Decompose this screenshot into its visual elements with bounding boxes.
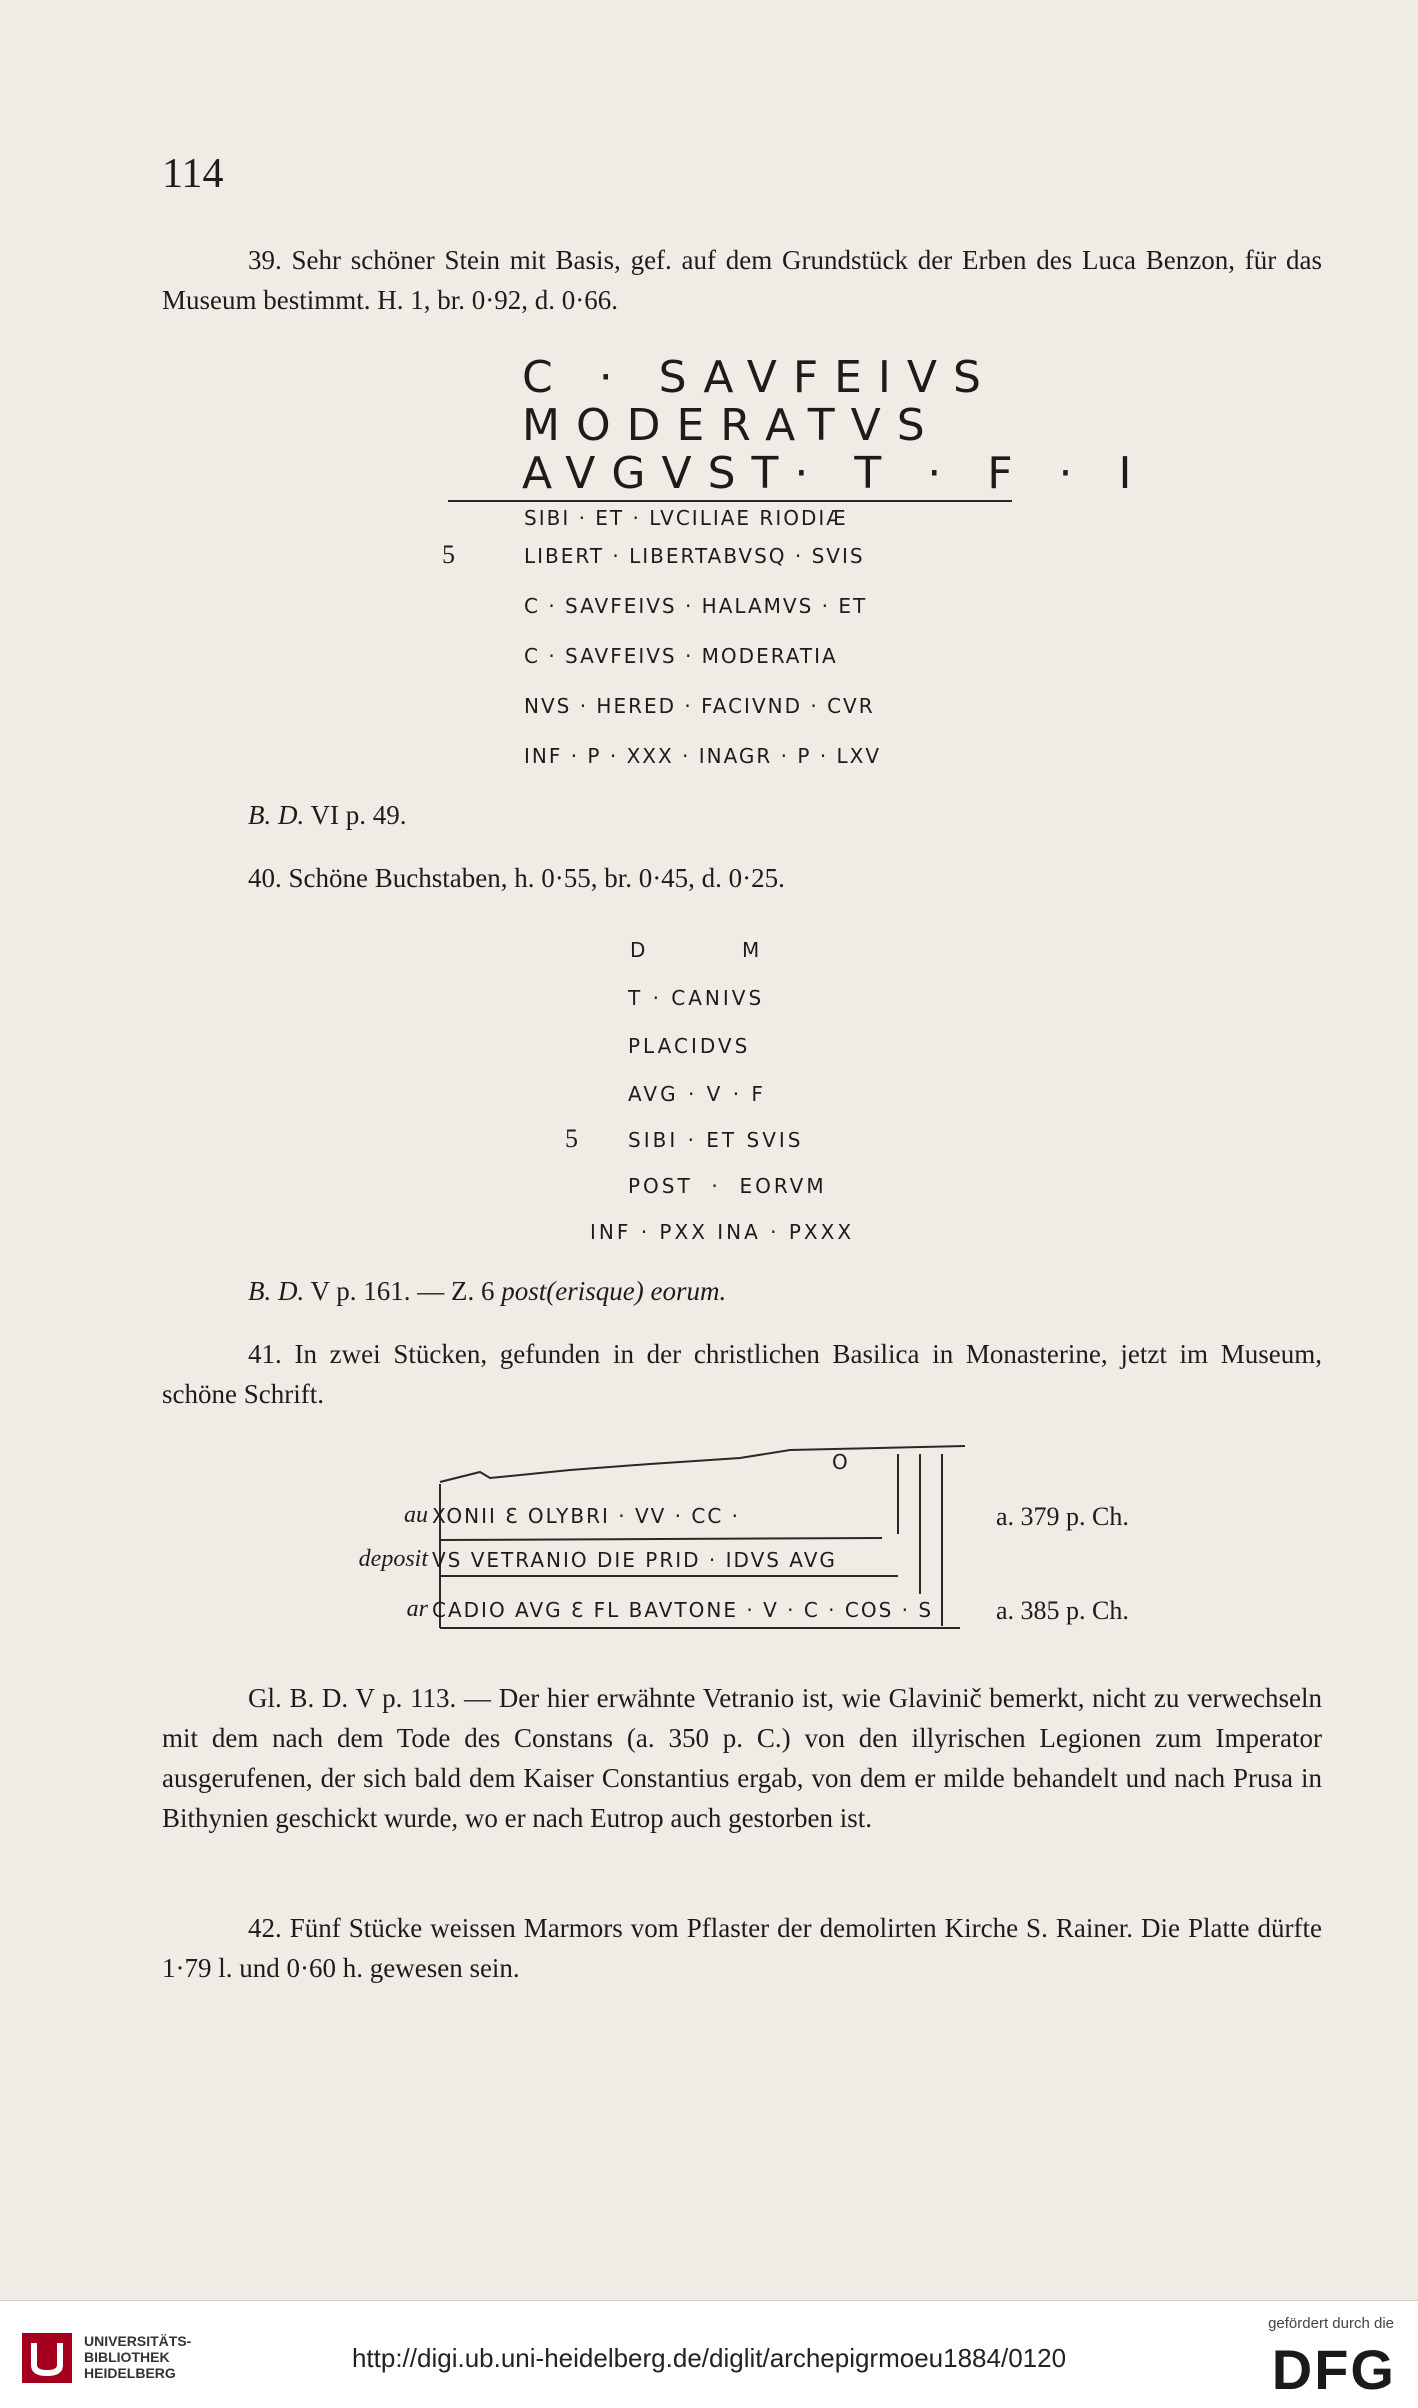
inscription-39-line-7: C · SAVFEIVS · MODERATIA (524, 644, 838, 668)
fragment-letter-o: O (832, 1450, 850, 1474)
inscription-41-line-3: CADIO AVG Ɛ FL BAVTONE · V · C · COS · S (432, 1598, 934, 1622)
date-379: a. 379 p. Ch. (996, 1502, 1129, 1531)
entry-39-text: 39. Sehr schöner Stein mit Basis, gef. auf dem Grundstück der Erben des Luca Benzon, für das Museum bestimmt. H. 1, br. 0·92, d. 0·66. (162, 245, 1322, 315)
source-39: B. D. VI p. 49. (248, 800, 407, 830)
inscription-39-line-6: C · SAVFEIVS · HALAMVS · ET (524, 594, 868, 618)
entry-40-text: 40. Schöne Buchstaben, h. 0·55, br. 0·45, d. 0·25. (248, 863, 785, 893)
entry-41-commentary: Gl. B. D. V p. 113. — Der hier erwähnte Vetranio ist, wie Glavinič bemerkt, nicht zu verwechseln mit dem nach dem Tode des Constans (a. 350 p. C.) von den illyrischen Legionen zum Imperator ausgerufenen, der sich bald dem Kaiser Constantius ergab, von dem er milde behandelt und nach Prusa in Bithynien geschickt wurde, wo er nach Eutrop auch gestorben ist. (162, 1683, 1322, 1833)
footer-bar (0, 2300, 1418, 2408)
inscription-41-line-1: XONII Ɛ OLYBRI · VV · CC · (432, 1504, 741, 1528)
inscription-39-line-3: AVGVST· T · F · I (522, 448, 1148, 499)
inscription-41-line-2: VS VETRANIO DIE PRID · IDVS AVG (432, 1548, 837, 1572)
permalink-url[interactable]: http://digi.ub.uni-heidelberg.de/diglit/archepigrmoeu1884/0120 (351, 2343, 1067, 2373)
inscription-39-line-8: NVS · HERED · FACIVND · CVR (524, 694, 875, 718)
dfg-logo: DFG (1271, 2338, 1396, 2401)
inscription-40-line-5: SIBI · ET SVIS (628, 1128, 804, 1152)
base-divider (448, 500, 1012, 502)
line-number-5b: 5 (565, 1124, 578, 1153)
inscription-40-line-4: AVG · V · F (628, 1082, 766, 1106)
inscription-40-line-2: T · CANIVS (628, 986, 765, 1010)
restoration-prefix-2: deposit (358, 1546, 428, 1572)
inscription-39-line-1: C · SAVFEIVS (522, 352, 997, 403)
inscription-40-line-6: POST · EORVM (628, 1174, 827, 1198)
source-40: B. D. V p. 161. — Z. 6 post(erisque) eorum. (248, 1276, 727, 1306)
page-number: 114 (162, 151, 224, 197)
inscription-39-line-9: INF · P · XXX · INAGR · P · LXV (524, 744, 882, 768)
inscription-39-line-4: SIBI · ET · LVCILIAE RIODIÆ (524, 506, 848, 530)
entry-41-text: 41. In zwei Stücken, gefunden in der christlichen Basilica in Monasterine, jetzt im Museum, schöne Schrift. (162, 1339, 1322, 1409)
inscription-39-line-5: LIBERT · LIBERTABVSQ · SVIS (524, 544, 865, 568)
inscription-40-line-1: D M (630, 938, 763, 962)
inscription-40-line-7: INF · PXX INA · PXXX (590, 1220, 855, 1244)
line-number-5: 5 (442, 540, 455, 569)
entry-42-text: 42. Fünf Stücke weissen Marmors vom Pflaster der demolirten Kirche S. Rainer. Die Platte dürfte 1·79 l. und 0·60 h. gewesen sein. (162, 1913, 1322, 1983)
restoration-prefix-3: ar (406, 1596, 428, 1622)
inscription-40-line-3: PLACIDVS (628, 1034, 751, 1058)
date-385: a. 385 p. Ch. (996, 1596, 1129, 1625)
library-name: UNIVERSITÄTS- BIBLIOTHEK HEIDELBERG (84, 2333, 192, 2381)
funding-note: gefördert durch die (1268, 2315, 1394, 2332)
inscription-39-line-2: MODERATVS (522, 400, 941, 451)
restoration-prefix-1: au (404, 1502, 428, 1528)
